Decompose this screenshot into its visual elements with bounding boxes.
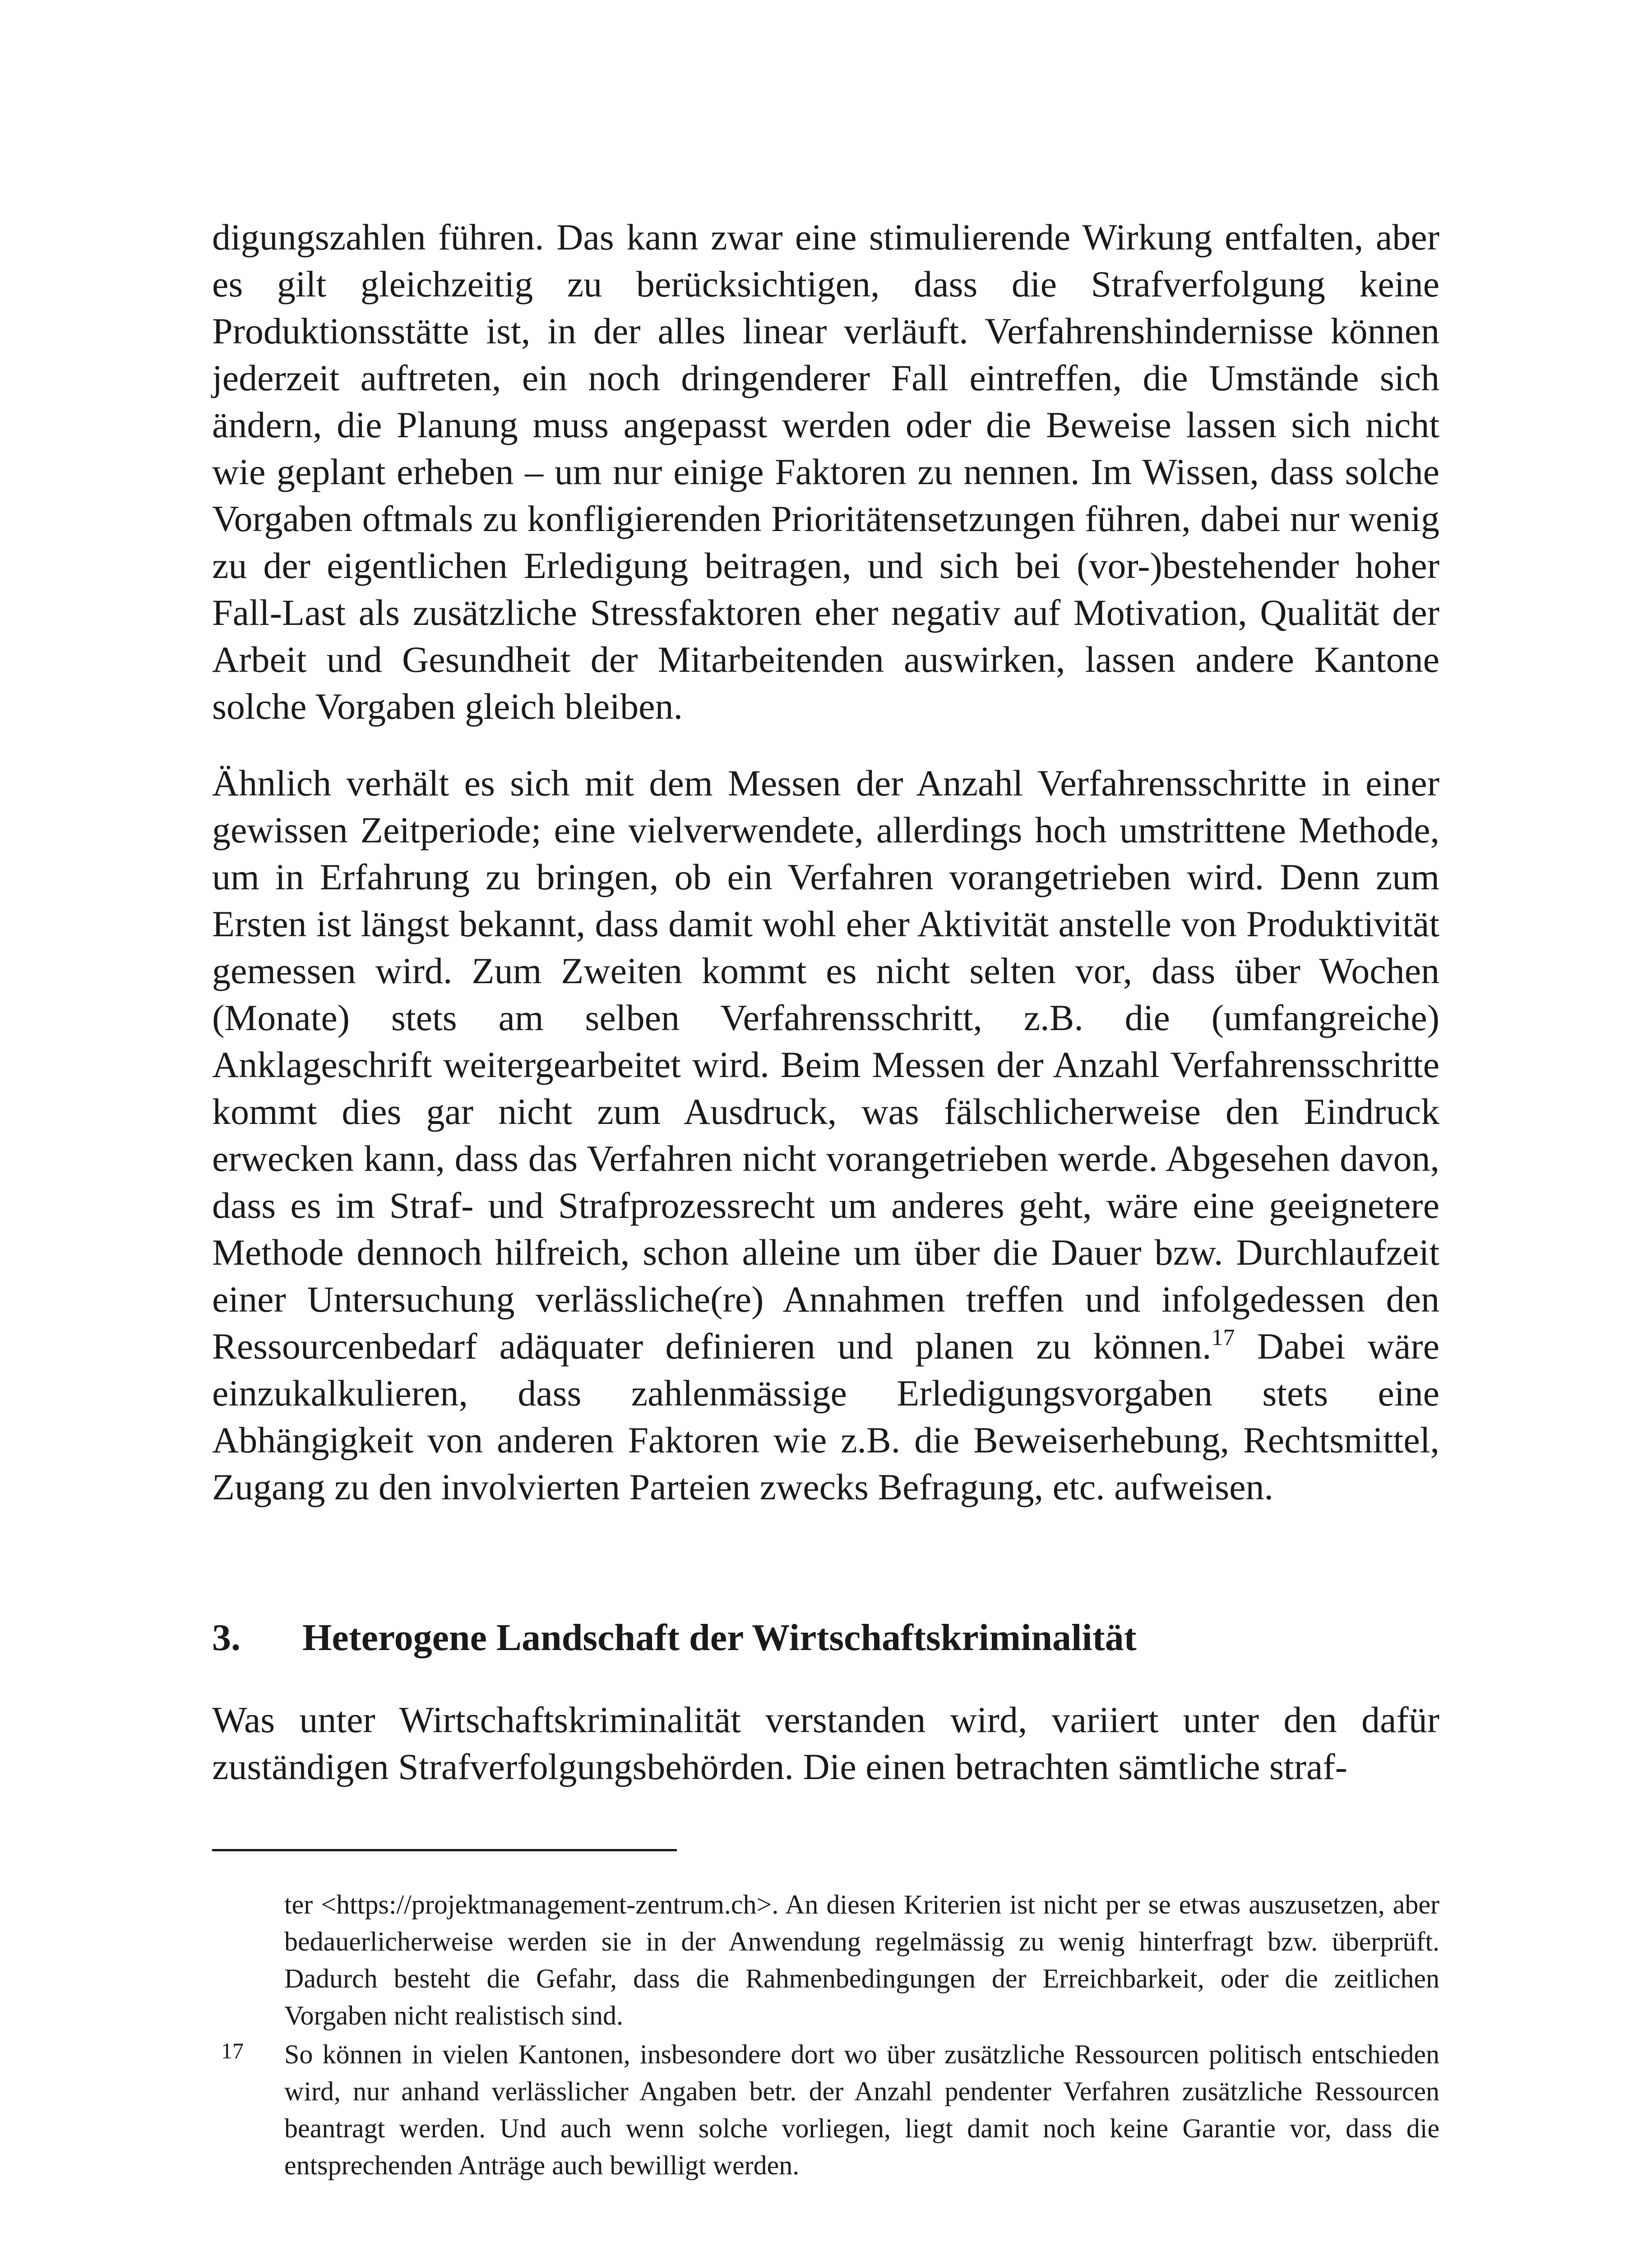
section-heading [212, 1613, 1439, 1663]
footnote-reference-17[interactable]: 17 [1211, 1325, 1235, 1350]
footnote-17-text: So können in vielen Kantonen, insbesondere dort wo über zusätzliche Ressourcen politisch entschieden wird, nur anhand verlässlicher Angaben betr. der Anzahl pendenter Verfahren zusätzliche Ressourcen beantragt werden. Und auch wenn solche vorliegen, liegt damit noch keine Garantie vor, dass die entsprechenden Anträge auch bewilligt werden. [284, 2039, 1439, 2180]
footnote-continued: ter <https://projektmanagement-zentrum.ch>. An diesen Kriterien ist nicht per se etwas auszusetzen, aber bedauerlicherweise werden sie in der Anwendung regelmässig zu wenig hinterfragt bzw. überprüft. Dadurch besteht die Gefahr, dass die Rahmenbedingungen der Erreichbarkeit, oder die zeitlichen Vorgaben nicht realistisch sind. [284, 1890, 1439, 2030]
body-paragraph-2-part-a: Ähnlich verhält es sich mit dem Messen der Anzahl Verfahrensschritte in einer gewissen Zeitperiode; eine vielverwendete, allerdings hoch umstrittene Methode, um in Erfahrung zu bringen, ob ein Verfahren vorangetrieben wird. Denn zum Ersten ist längst bekannt, dass damit wohl eher Aktivität anstelle von Produktivität gemessen wird. Zum Zweiten kommt es nicht selten vor, dass über Wochen (Monate) stets am selben Verfahrensschritt, z.B. die (umfangreiche) Anklageschrift weitergearbeitet wird. Beim Messen der Anzahl Verfahrensschritte kommt dies gar nicht zum Ausdruck, was fälschlicherweise den Eindruck erwecken kann, dass das Verfahren nicht vorangetrieben werde. Abgesehen davon, dass es im Straf- und Strafprozessrecht um anderes geht, wäre eine geeignetere Methode dennoch hilfreich, schon alleine um über die Dauer bzw. Durchlaufzeit einer Untersuchung verlässliche(re) Annahmen treffen und infolgedessen den Ressourcenbedarf adäquater definieren und planen zu können. [212, 763, 1439, 1367]
section-title: Heterogene Landschaft der Wirtschaftskriminalität [302, 1617, 1137, 1659]
body-paragraph-3: Was unter Wirtschaftskriminalität verstanden wird, variiert unter den dafür zuständigen Strafverfolgungsbehörden. Die einen betrachten sämtliche straf- [212, 1699, 1439, 1787]
footnote-separator [212, 1849, 677, 1851]
body-paragraph-2 [212, 760, 1439, 1511]
footnote-17-number: 17 [221, 2038, 244, 2063]
body-paragraph-2-part-b: Dabei wäre einzukalkulieren, dass zahlenmässige Erledigungsvorgaben stets eine Abhängigkeit von anderen Faktoren wie z.B. die Beweiserhebung, Rechtsmittel, Zugang zu den involvierten Parteien zwecks Befragung, etc. aufweisen. [212, 1326, 1440, 1507]
body-paragraph-1: digungszahlen führen. Das kann zwar eine stimulierende Wirkung entfalten, aber es gilt gleichzeitig zu berücksichtigen, dass die Strafverfolgung keine Produktionsstätte ist, in der alles linear verläuft. Verfahrenshindernisse können jederzeit auftreten, ein noch dringenderer Fall eintreffen, die Umstände sich ändern, die Planung muss angepasst werden oder die Beweise lassen sich nicht wie geplant erheben – um nur einige Faktoren zu nennen. Im Wissen, dass solche Vorgaben oftmals zu konfligierenden Prioritätensetzungen führen, dabei nur wenig zu der eigentlichen Erledigung beitragen, und sich bei (vor-)bestehender hoher Fall-Last als zusätzliche Stressfaktoren eher negativ auf Motivation, Qualität der Arbeit und Gesundheit der Mitarbeitenden auswirken, lassen andere Kantone solche Vorgaben gleich bleiben. [212, 217, 1439, 727]
section-number: 3. [212, 1617, 241, 1659]
